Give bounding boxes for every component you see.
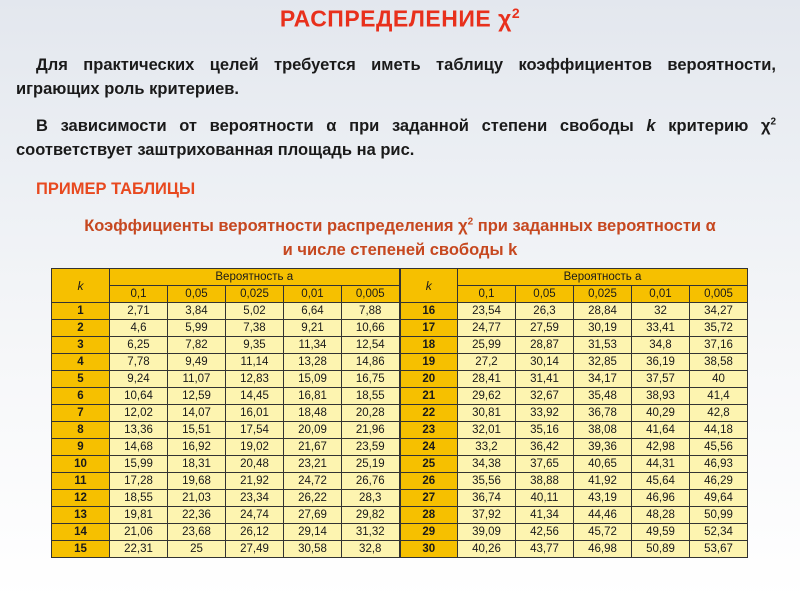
- value-cell: 50,99: [690, 507, 748, 524]
- value-cell: 12,59: [168, 388, 226, 405]
- k-cell: 12: [52, 490, 110, 507]
- value-cell: 45,72: [574, 524, 632, 541]
- value-cell: 41,92: [574, 473, 632, 490]
- value-cell: 2,71: [110, 303, 168, 320]
- k-cell: 3: [52, 337, 110, 354]
- value-cell: 20,09: [284, 422, 342, 439]
- value-cell: 19,02: [226, 439, 284, 456]
- value-cell: 16,01: [226, 405, 284, 422]
- value-cell: 18,55: [110, 490, 168, 507]
- table-row: [52, 422, 748, 439]
- value-cell: 38,08: [574, 422, 632, 439]
- value-cell: 45,64: [632, 473, 690, 490]
- value-cell: 25: [168, 541, 226, 558]
- value-cell: 32,85: [574, 354, 632, 371]
- k-cell: 27: [400, 490, 458, 507]
- value-cell: 16,92: [168, 439, 226, 456]
- value-cell: 16,81: [284, 388, 342, 405]
- value-cell: 32,8: [342, 541, 400, 558]
- value-cell: 10,64: [110, 388, 168, 405]
- value-cell: 6,25: [110, 337, 168, 354]
- description-superscript: 2: [770, 116, 777, 128]
- table-row: [52, 456, 748, 473]
- value-cell: 52,34: [690, 524, 748, 541]
- value-cell: 10,66: [342, 320, 400, 337]
- page-title-superscript: 2: [511, 5, 521, 21]
- value-cell: 23,21: [284, 456, 342, 473]
- value-cell: 33,41: [632, 320, 690, 337]
- value-cell: 50,89: [632, 541, 690, 558]
- value-cell: 5,99: [168, 320, 226, 337]
- k-cell: 21: [400, 388, 458, 405]
- table-row: [52, 473, 748, 490]
- caption-line-2: и числе степеней свободы k: [282, 241, 518, 259]
- table-row: [52, 490, 748, 507]
- k-cell: 29: [400, 524, 458, 541]
- table-row: [52, 507, 748, 524]
- k-header-right: k: [400, 269, 458, 303]
- value-cell: 41,4: [690, 388, 748, 405]
- value-cell: 25,99: [458, 337, 516, 354]
- value-cell: 17,28: [110, 473, 168, 490]
- value-cell: 11,14: [226, 354, 284, 371]
- value-cell: 43,19: [574, 490, 632, 507]
- value-cell: 40,65: [574, 456, 632, 473]
- table-row: [52, 354, 748, 371]
- table-row: [52, 439, 748, 456]
- k-cell: 24: [400, 439, 458, 456]
- description-part-1: В зависимости от вероятности α при заданной степени свободы: [36, 117, 647, 135]
- value-cell: 39,09: [458, 524, 516, 541]
- value-cell: 26,12: [226, 524, 284, 541]
- value-cell: 15,09: [284, 371, 342, 388]
- value-cell: 35,16: [516, 422, 574, 439]
- value-cell: 37,57: [632, 371, 690, 388]
- value-cell: 46,29: [690, 473, 748, 490]
- value-cell: 14,68: [110, 439, 168, 456]
- value-cell: 31,41: [516, 371, 574, 388]
- value-cell: 7,88: [342, 303, 400, 320]
- value-cell: 25,19: [342, 456, 400, 473]
- k-cell: 6: [52, 388, 110, 405]
- description-part-2: критерию χ: [655, 117, 771, 135]
- example-subheading: ПРИМЕР ТАБЛИЦЫ: [36, 180, 196, 198]
- k-cell: 1: [52, 303, 110, 320]
- intro-paragraph: Для практических целей требуется иметь таблицу коэффициентов вероятности, играющих роль критериев.: [16, 56, 776, 98]
- alpha-header: 0,01: [284, 286, 342, 303]
- value-cell: 37,92: [458, 507, 516, 524]
- probability-header-left: Вероятность a: [110, 269, 400, 286]
- value-cell: 23,34: [226, 490, 284, 507]
- value-cell: 27,2: [458, 354, 516, 371]
- caption-part-2: при заданных вероятности α: [473, 217, 716, 235]
- value-cell: 41,34: [516, 507, 574, 524]
- table-row: [52, 337, 748, 354]
- value-cell: 7,82: [168, 337, 226, 354]
- value-cell: 44,31: [632, 456, 690, 473]
- value-cell: 29,82: [342, 507, 400, 524]
- value-cell: 27,49: [226, 541, 284, 558]
- value-cell: 41,64: [632, 422, 690, 439]
- value-cell: 18,55: [342, 388, 400, 405]
- k-cell: 13: [52, 507, 110, 524]
- value-cell: 30,14: [516, 354, 574, 371]
- value-cell: 28,84: [574, 303, 632, 320]
- value-cell: 35,48: [574, 388, 632, 405]
- value-cell: 19,68: [168, 473, 226, 490]
- value-cell: 18,48: [284, 405, 342, 422]
- value-cell: 53,67: [690, 541, 748, 558]
- value-cell: 15,99: [110, 456, 168, 473]
- value-cell: 42,56: [516, 524, 574, 541]
- k-cell: 16: [400, 303, 458, 320]
- alpha-header: 0,025: [574, 286, 632, 303]
- value-cell: 31,32: [342, 524, 400, 541]
- value-cell: 36,19: [632, 354, 690, 371]
- value-cell: 14,45: [226, 388, 284, 405]
- value-cell: 11,07: [168, 371, 226, 388]
- k-cell: 15: [52, 541, 110, 558]
- k-cell: 2: [52, 320, 110, 337]
- k-cell: 23: [400, 422, 458, 439]
- value-cell: 44,46: [574, 507, 632, 524]
- table-row: [52, 524, 748, 541]
- k-cell: 25: [400, 456, 458, 473]
- value-cell: 22,36: [168, 507, 226, 524]
- k-cell: 11: [52, 473, 110, 490]
- value-cell: 4,6: [110, 320, 168, 337]
- value-cell: 40,29: [632, 405, 690, 422]
- value-cell: 35,56: [458, 473, 516, 490]
- k-cell: 14: [52, 524, 110, 541]
- value-cell: 13,36: [110, 422, 168, 439]
- value-cell: 7,78: [110, 354, 168, 371]
- value-cell: 49,59: [632, 524, 690, 541]
- value-cell: 36,74: [458, 490, 516, 507]
- table-row: [52, 303, 748, 320]
- alpha-header: 0,1: [458, 286, 516, 303]
- table-row: [52, 388, 748, 405]
- value-cell: 43,77: [516, 541, 574, 558]
- page-title-text: РАСПРЕДЕЛЕНИЕ χ: [279, 5, 512, 32]
- alpha-header: 0,05: [516, 286, 574, 303]
- value-cell: 9,35: [226, 337, 284, 354]
- value-cell: 30,58: [284, 541, 342, 558]
- alpha-header: 0,1: [110, 286, 168, 303]
- value-cell: 35,72: [690, 320, 748, 337]
- value-cell: 38,58: [690, 354, 748, 371]
- value-cell: 46,98: [574, 541, 632, 558]
- alpha-header: 0,025: [226, 286, 284, 303]
- table-header-row-1: [52, 269, 748, 286]
- value-cell: 39,36: [574, 439, 632, 456]
- value-cell: 21,67: [284, 439, 342, 456]
- value-cell: 31,53: [574, 337, 632, 354]
- k-cell: 4: [52, 354, 110, 371]
- value-cell: 12,54: [342, 337, 400, 354]
- probability-header-right: Вероятность a: [458, 269, 748, 286]
- value-cell: 40: [690, 371, 748, 388]
- value-cell: 30,19: [574, 320, 632, 337]
- value-cell: 12,83: [226, 371, 284, 388]
- value-cell: 15,51: [168, 422, 226, 439]
- value-cell: 22,31: [110, 541, 168, 558]
- k-cell: 19: [400, 354, 458, 371]
- k-cell: 17: [400, 320, 458, 337]
- value-cell: 37,16: [690, 337, 748, 354]
- value-cell: 49,64: [690, 490, 748, 507]
- value-cell: 45,56: [690, 439, 748, 456]
- caption-part-1: Коэффициенты вероятности распределения χ: [84, 217, 468, 235]
- value-cell: 24,72: [284, 473, 342, 490]
- k-cell: 28: [400, 507, 458, 524]
- value-cell: 20,48: [226, 456, 284, 473]
- value-cell: 24,74: [226, 507, 284, 524]
- table-row: [52, 320, 748, 337]
- value-cell: 6,64: [284, 303, 342, 320]
- value-cell: 36,42: [516, 439, 574, 456]
- value-cell: 9,24: [110, 371, 168, 388]
- table-row: [52, 371, 748, 388]
- value-cell: 23,59: [342, 439, 400, 456]
- value-cell: 36,78: [574, 405, 632, 422]
- value-cell: 34,17: [574, 371, 632, 388]
- k-cell: 8: [52, 422, 110, 439]
- page-title: [0, 5, 800, 33]
- alpha-header: 0,01: [632, 286, 690, 303]
- value-cell: 9,49: [168, 354, 226, 371]
- value-cell: 33,92: [516, 405, 574, 422]
- value-cell: 21,92: [226, 473, 284, 490]
- k-cell: 30: [400, 541, 458, 558]
- value-cell: 20,28: [342, 405, 400, 422]
- value-cell: 24,77: [458, 320, 516, 337]
- k-cell: 5: [52, 371, 110, 388]
- value-cell: 32,67: [516, 388, 574, 405]
- value-cell: 28,41: [458, 371, 516, 388]
- value-cell: 34,27: [690, 303, 748, 320]
- value-cell: 5,02: [226, 303, 284, 320]
- value-cell: 32,01: [458, 422, 516, 439]
- value-cell: 27,69: [284, 507, 342, 524]
- caption-superscript: 2: [467, 216, 474, 228]
- chi-square-table-wrapper: [51, 268, 748, 558]
- value-cell: 21,06: [110, 524, 168, 541]
- description-k-symbol: k: [646, 117, 656, 135]
- value-cell: 40,26: [458, 541, 516, 558]
- value-cell: 29,62: [458, 388, 516, 405]
- value-cell: 23,54: [458, 303, 516, 320]
- value-cell: 46,96: [632, 490, 690, 507]
- value-cell: 44,18: [690, 422, 748, 439]
- value-cell: 30,81: [458, 405, 516, 422]
- k-cell: 20: [400, 371, 458, 388]
- value-cell: 46,93: [690, 456, 748, 473]
- value-cell: 23,68: [168, 524, 226, 541]
- alpha-header: 0,005: [342, 286, 400, 303]
- value-cell: 37,65: [516, 456, 574, 473]
- value-cell: 27,59: [516, 320, 574, 337]
- value-cell: 9,21: [284, 320, 342, 337]
- value-cell: 29,14: [284, 524, 342, 541]
- description-part-3: соответствует заштрихованная площадь на рис.: [16, 141, 415, 159]
- value-cell: 34,38: [458, 456, 516, 473]
- table-row: [52, 405, 748, 422]
- value-cell: 14,07: [168, 405, 226, 422]
- value-cell: 34,8: [632, 337, 690, 354]
- value-cell: 28,3: [342, 490, 400, 507]
- value-cell: 26,3: [516, 303, 574, 320]
- value-cell: 21,03: [168, 490, 226, 507]
- value-cell: 17,54: [226, 422, 284, 439]
- value-cell: 26,22: [284, 490, 342, 507]
- k-header-left: k: [52, 269, 110, 303]
- value-cell: 14,86: [342, 354, 400, 371]
- description-paragraph: [16, 114, 776, 162]
- table-row: [52, 541, 748, 558]
- value-cell: 16,75: [342, 371, 400, 388]
- value-cell: 13,28: [284, 354, 342, 371]
- value-cell: 33,2: [458, 439, 516, 456]
- alpha-header: 0,005: [690, 286, 748, 303]
- k-cell: 7: [52, 405, 110, 422]
- chi-square-table: [51, 268, 748, 558]
- k-cell: 10: [52, 456, 110, 473]
- value-cell: 21,96: [342, 422, 400, 439]
- value-cell: 48,28: [632, 507, 690, 524]
- chi-square-table-body: [52, 303, 748, 558]
- value-cell: 7,38: [226, 320, 284, 337]
- alpha-header: 0,05: [168, 286, 226, 303]
- value-cell: 32: [632, 303, 690, 320]
- value-cell: 26,76: [342, 473, 400, 490]
- value-cell: 18,31: [168, 456, 226, 473]
- value-cell: 3,84: [168, 303, 226, 320]
- k-cell: 22: [400, 405, 458, 422]
- value-cell: 11,34: [284, 337, 342, 354]
- k-cell: 18: [400, 337, 458, 354]
- value-cell: 12,02: [110, 405, 168, 422]
- value-cell: 28,87: [516, 337, 574, 354]
- k-cell: 9: [52, 439, 110, 456]
- k-cell: 26: [400, 473, 458, 490]
- value-cell: 42,8: [690, 405, 748, 422]
- value-cell: 40,11: [516, 490, 574, 507]
- table-caption: [0, 214, 800, 262]
- value-cell: 38,88: [516, 473, 574, 490]
- value-cell: 38,93: [632, 388, 690, 405]
- value-cell: 42,98: [632, 439, 690, 456]
- value-cell: 19,81: [110, 507, 168, 524]
